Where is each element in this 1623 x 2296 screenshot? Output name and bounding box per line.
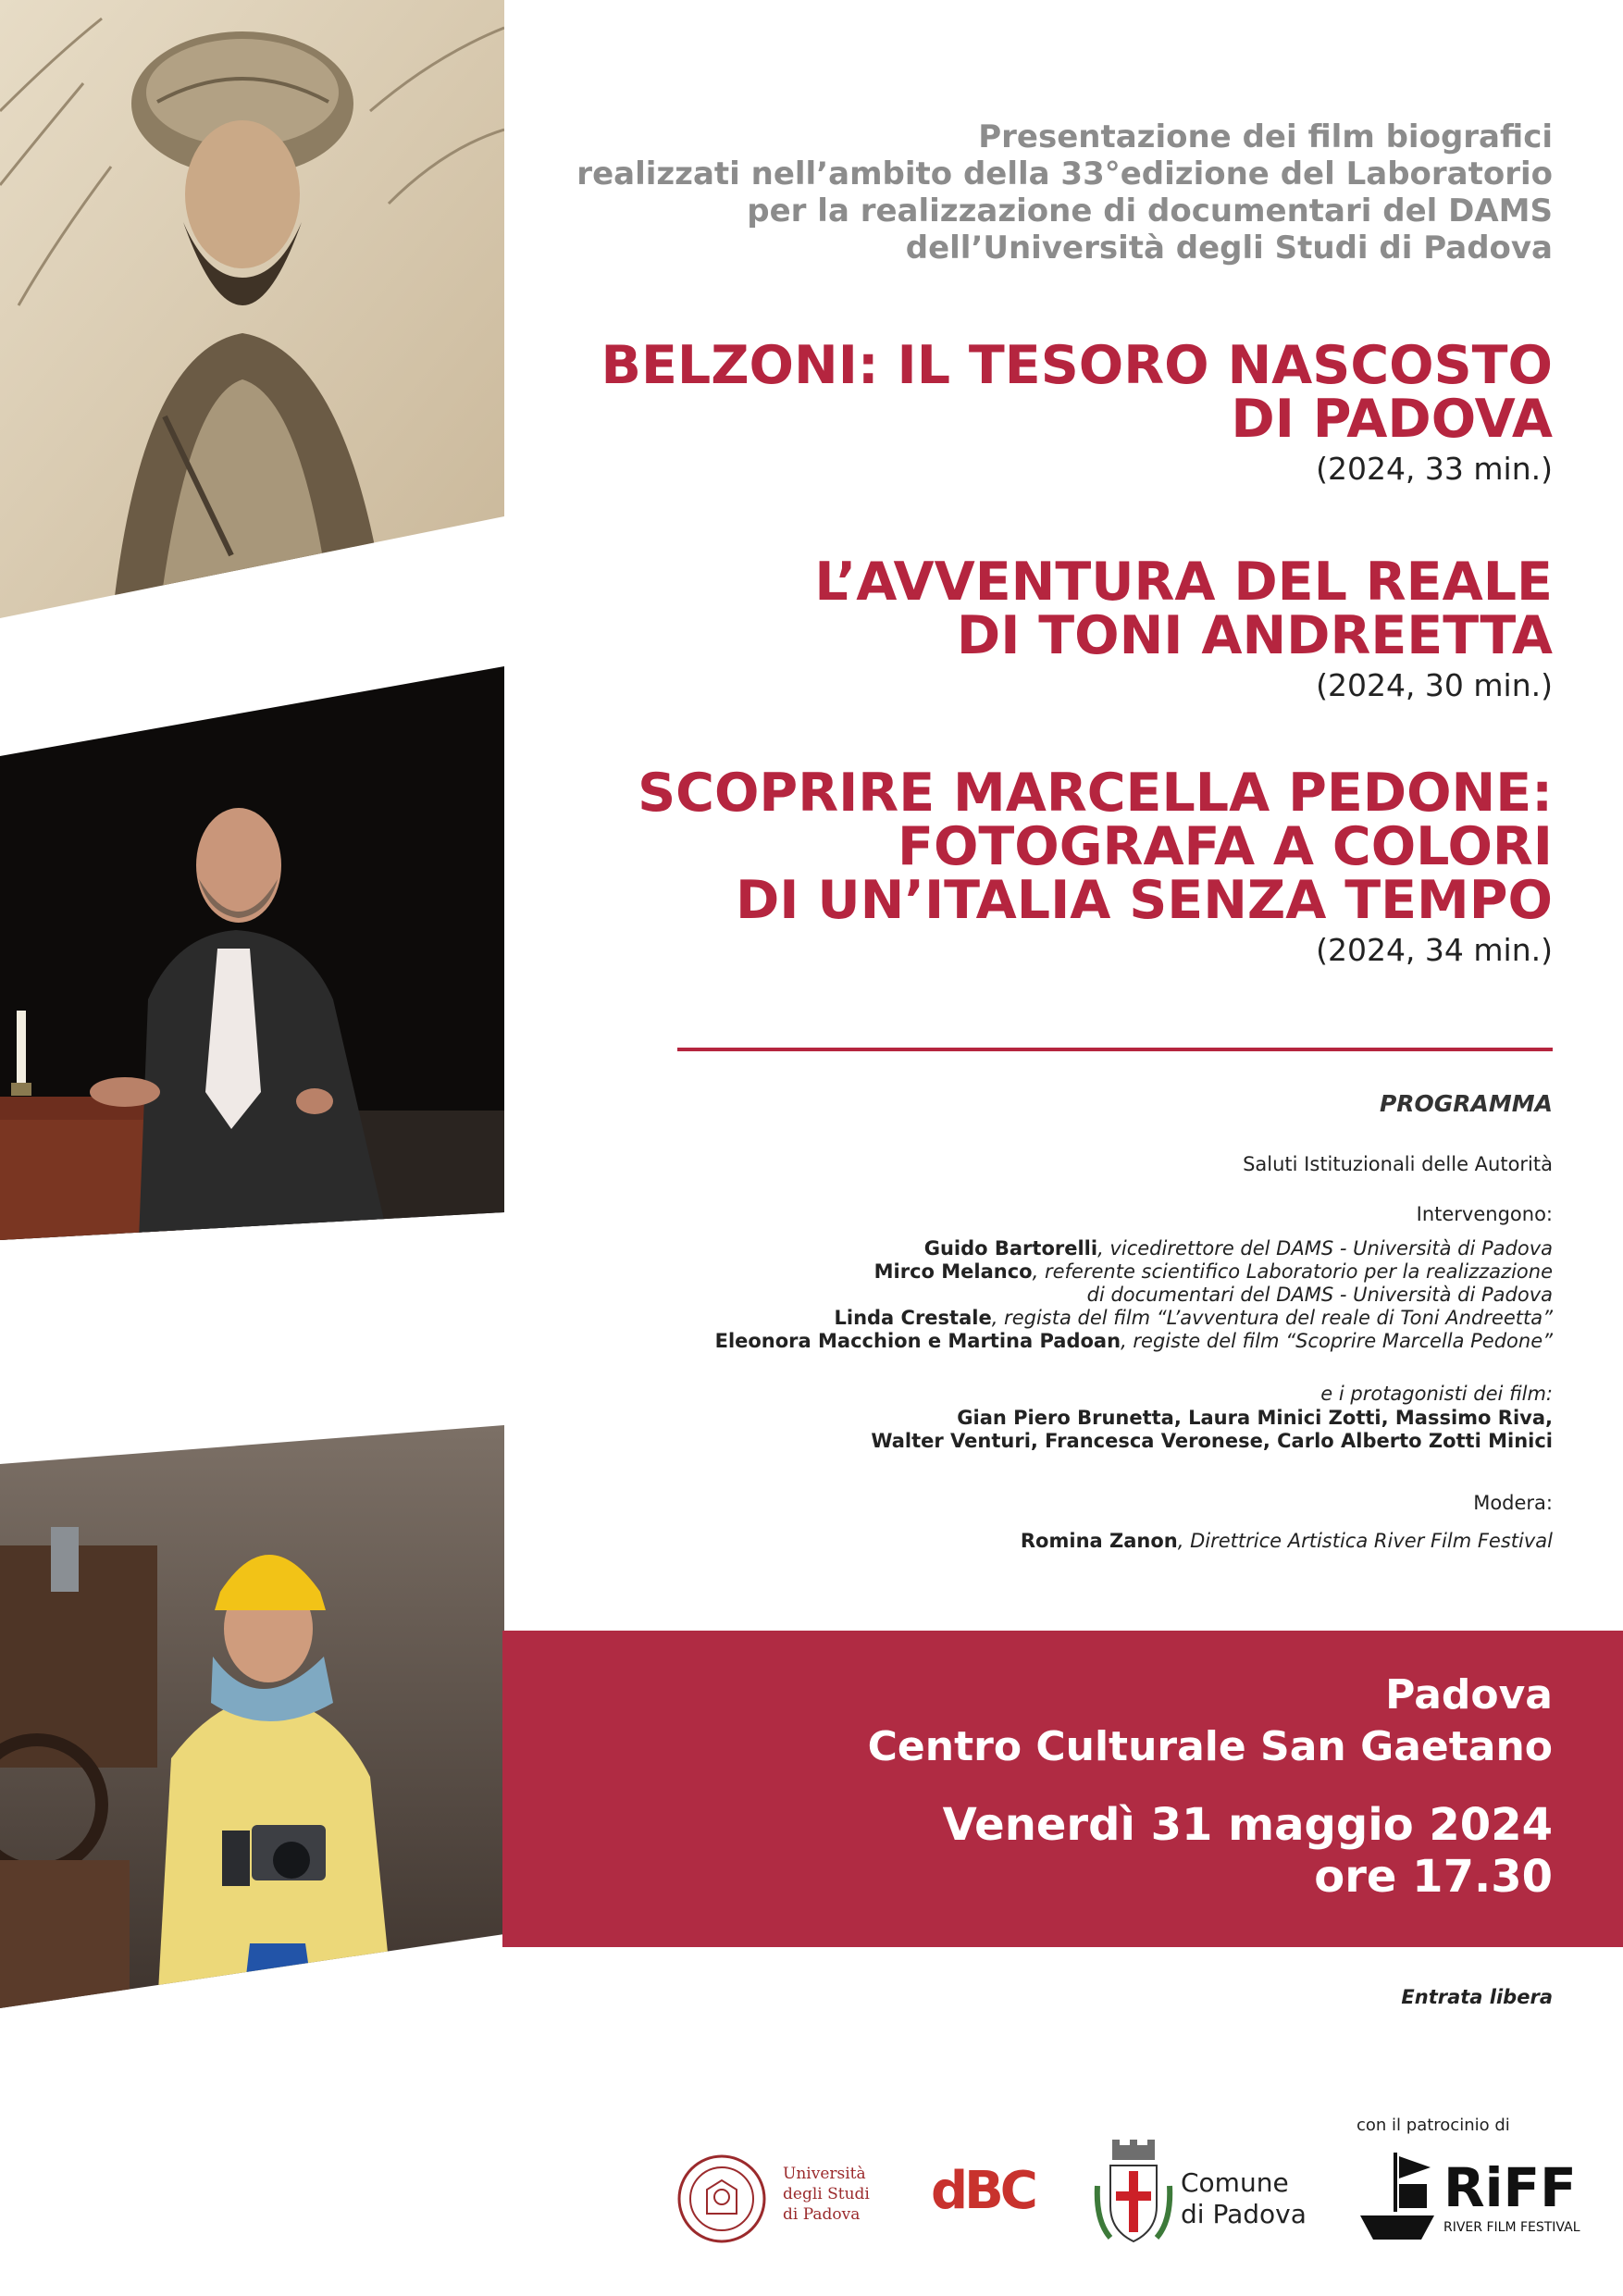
- comune-logo-line: Comune: [1181, 2167, 1289, 2198]
- divider-rule: [677, 1048, 1553, 1051]
- film-title-line: FOTOGRAFA A COLORI: [898, 816, 1553, 877]
- event-city: Padova: [1385, 1671, 1553, 1719]
- speakers-label: Intervengono:: [1416, 1203, 1553, 1225]
- protagonists-names: Walter Venturi, Francesca Veronese, Carlo Alberto Zotti Minici: [871, 1430, 1553, 1452]
- film-title-line: BELZONI: IL TESORO NASCOSTO: [601, 335, 1553, 396]
- film-belzoni: [442, 335, 1553, 489]
- unipd-logo-line: degli Studi: [783, 2185, 870, 2203]
- moderator-label: Modera:: [1473, 1492, 1553, 1514]
- speaker-row: [535, 1307, 1553, 1330]
- event-venue: Centro Culturale San Gaetano: [867, 1723, 1553, 1770]
- protagonists-names: Gian Piero Brunetta, Laura Minici Zotti, Massimo Riva,: [957, 1407, 1553, 1429]
- intro-text: [535, 118, 1553, 267]
- protagonists-label: [535, 1383, 1553, 1406]
- film-marcella-pedone: [442, 763, 1553, 970]
- protagonists-label-text: e i protagonisti dei film:: [1320, 1383, 1553, 1405]
- entry-note: Entrata libera: [1401, 1986, 1553, 2008]
- speaker-role: , regista del film “L’avventura del reale di Toni Andreetta”: [991, 1307, 1553, 1329]
- unipd-logo-text: [783, 2164, 870, 2225]
- event-date: Venerdì 31 maggio 2024: [942, 1799, 1553, 1851]
- intro-line: Presentazione dei film biografici: [978, 118, 1553, 155]
- speaker-row: [535, 1260, 1553, 1284]
- intro-line: realizzati nell’ambito della 33°edizione del Laboratorio: [576, 155, 1553, 192]
- unipd-logo-line: Università: [783, 2165, 866, 2183]
- comune-padova-crest-icon: [1092, 2138, 1175, 2254]
- intro-line: per la realizzazione di documentari del DAMS: [747, 192, 1553, 230]
- patronage-label: con il patrocinio di: [1357, 2116, 1510, 2135]
- riff-logo-subtitle: RIVER FILM FESTIVAL: [1443, 2220, 1580, 2235]
- comune-logo-line: di Padova: [1181, 2199, 1307, 2229]
- speaker-name: Mirco Melanco: [873, 1260, 1033, 1283]
- program-greetings: Saluti Istituzionali delle Autorità: [1243, 1153, 1553, 1175]
- intro-line: dell’Università degli Studi di Padova: [905, 230, 1553, 267]
- riff-logo: RiFF: [1443, 2156, 1577, 2219]
- speaker-row: [535, 1284, 1553, 1307]
- film-title-line: DI TONI ANDREETTA: [956, 605, 1553, 666]
- protagonists-line: [535, 1407, 1553, 1430]
- speaker-name: Guido Bartorelli: [923, 1237, 1098, 1260]
- film-year-duration: (2024, 30 min.): [1316, 667, 1553, 703]
- speaker-role: , referente scientifico Laboratorio per la realizzazione: [1032, 1260, 1553, 1283]
- unipd-logo-line: di Padova: [783, 2205, 861, 2224]
- protagonists-list: [535, 1407, 1553, 1453]
- speaker-role: , registe del film “Scoprire Marcella Pedone”: [1121, 1330, 1553, 1352]
- dbc-logo: dBC: [931, 2161, 1035, 2221]
- moderator-name: Romina Zanon: [1020, 1530, 1178, 1552]
- protagonists-line: [535, 1430, 1553, 1453]
- film-title-line: L’AVVENTURA DEL REALE: [814, 552, 1553, 613]
- speakers-list: [535, 1237, 1553, 1353]
- speaker-role: , vicedirettore del DAMS - Università di Padova: [1097, 1237, 1553, 1260]
- riff-film-boat-icon: [1357, 2147, 1438, 2247]
- unipd-seal-icon: [675, 2153, 768, 2245]
- film-title-line: DI PADOVA: [1231, 389, 1553, 450]
- photo-marcella-pedone-photographer: [0, 1425, 504, 2008]
- film-title-line: SCOPRIRE MARCELLA PEDONE:: [638, 763, 1553, 824]
- photo-toni-andreetta-actor: [0, 666, 504, 1240]
- event-time: ore 17.30: [1314, 1851, 1553, 1903]
- moderator-role: , Direttrice Artistica River Film Festival: [1177, 1530, 1553, 1552]
- film-year-duration: (2024, 34 min.): [1316, 932, 1553, 968]
- speaker-name: Eleonora Macchion e Martina Padoan: [714, 1330, 1121, 1352]
- program-heading: PROGRAMMA: [1379, 1090, 1553, 1117]
- photo-belzoni-portrait: [0, 0, 504, 629]
- film-toni-andreetta: [442, 552, 1553, 705]
- speaker-role: di documentari del DAMS - Università di Padova: [1086, 1284, 1553, 1306]
- film-title-line: DI UN’ITALIA SENZA TEMPO: [735, 870, 1553, 931]
- moderator-row: [535, 1530, 1553, 1553]
- speaker-row: [535, 1237, 1553, 1260]
- speaker-row: [535, 1330, 1553, 1353]
- comune-logo-text: [1181, 2167, 1307, 2230]
- speaker-name: Linda Crestale: [834, 1307, 992, 1329]
- film-year-duration: (2024, 33 min.): [1316, 451, 1553, 487]
